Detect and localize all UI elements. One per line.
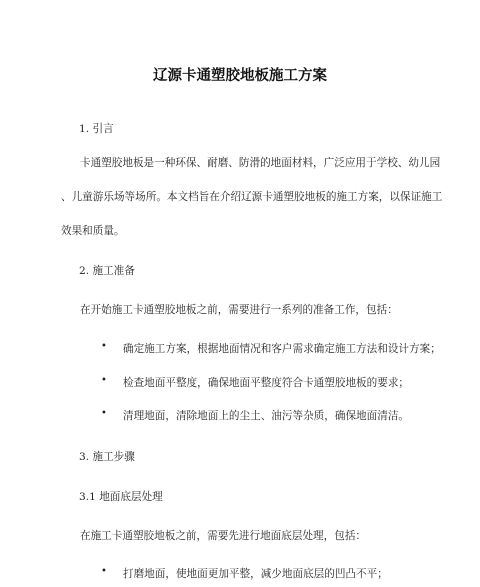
bullet-icon: • [101,566,107,577]
paragraph-line: 卡通塑胶地板是一种环保、耐磨、防滑的地面材料，广泛应用于学校、幼儿园 [80,157,441,169]
paragraph-line: 在开始施工卡通塑胶地板之前，需要进行一系列的准备工作，包括： [80,304,398,316]
list-item: 打磨地面，使地面更加平整，减少地面底层的凹凸不平； [123,568,388,580]
list-item: 检查地面平整度，确保地面平整度符合卡通塑胶地板的要求； [123,377,410,389]
document-title: 辽源卡通塑胶地板施工方案 [153,67,327,84]
bullet-icon: • [101,408,107,419]
paragraph-line: 在施工卡通塑胶地板之前，需要先进行地面底层处理，包括： [80,530,367,542]
paragraph-line: 、儿童游乐场等场所。本文档旨在介绍辽源卡通塑胶地板的施工方案，以保证施工 [61,191,443,203]
bullet-icon: • [101,341,107,352]
bullet-icon: • [101,375,107,386]
list-item: 清理地面，清除地面上的尘土、油污等杂质，确保地面清洁。 [123,410,410,422]
heading-introduction: 1. 引言 [79,123,114,135]
heading-preparation: 2. 施工准备 [79,265,135,277]
subheading-base-treatment: 3.1 地面底层处理 [79,491,163,503]
paragraph-line: 效果和质量。 [61,225,125,237]
heading-steps: 3. 施工步骤 [79,451,135,463]
list-item: 确定施工方案，根据地面情况和客户需求确定施工方法和设计方案； [123,343,441,355]
